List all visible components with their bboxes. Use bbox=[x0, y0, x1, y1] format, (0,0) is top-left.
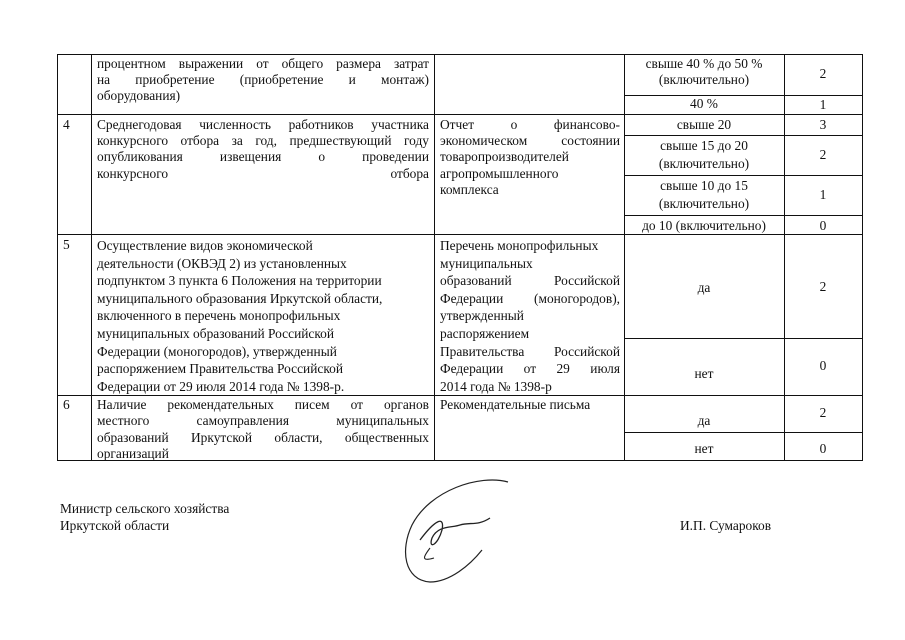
source-text: Отчет о финансово- экономическом состоянии товаропроизводителей агропромышленного комплекса bbox=[440, 117, 620, 197]
row-number: 4 bbox=[63, 117, 70, 132]
column-divider bbox=[624, 55, 625, 460]
grade-cell: свыше 10 до 15 (включительно) bbox=[658, 178, 750, 211]
grade-divider bbox=[624, 135, 862, 136]
signatory-name: И.П. Сумароков bbox=[680, 518, 772, 533]
points-cell: 2 bbox=[819, 147, 827, 162]
column-divider bbox=[434, 55, 435, 460]
grade-divider bbox=[624, 338, 862, 339]
grade-cell: да bbox=[697, 413, 711, 428]
grade-divider bbox=[624, 432, 862, 433]
grade-cell: до 10 (включительно) bbox=[642, 218, 766, 233]
grade-cell: нет bbox=[694, 366, 714, 381]
grade-cell: свыше 15 до 20 (включительно) bbox=[658, 138, 750, 171]
handwritten-signature bbox=[390, 470, 540, 590]
criterion-text: Среднегодовая численность работников участника конкурсного отбора за год, предшествующий году опубликования извещения о проведении конкурсного отбора bbox=[97, 117, 429, 181]
points-cell: 0 bbox=[819, 441, 827, 456]
criterion-text: Осуществление видов экономической деятельности (ОКВЭД 2) из установленных подпунктом 3 пункта 6 Положения на территории муниципального образования Иркутской области, включенного в перечень монопрофильных муниципальных образований Российской Федерации (моногородов), утвержденный распоряжением Правительства Российской Федерации от 29 июля 2014 года № 1398-р. bbox=[97, 238, 383, 394]
grade-cell: 40 % bbox=[690, 96, 718, 111]
criterion-text-row-continued: процентном выражении от общего размера затрат на приобретение (приобретение и монтаж) оборудования) bbox=[97, 56, 429, 104]
grade-cell: свыше 20 bbox=[676, 117, 732, 132]
row-divider bbox=[58, 114, 862, 115]
column-divider bbox=[784, 55, 785, 460]
criterion-text: Наличие рекомендательных писем от органов местного самоуправления муниципальных образований Иркутской области, общественных организаций bbox=[97, 397, 429, 462]
row-number: 6 bbox=[63, 397, 70, 412]
points-cell: 1 bbox=[819, 97, 827, 112]
source-text: Рекомендательные письма bbox=[440, 397, 591, 412]
row-number: 5 bbox=[63, 237, 70, 252]
source-text: Перечень монопрофильных муниципальных образований Российской Федерации (моногородов), утвержденный распоряжением Правительства Российской Федерации от 29 июля 2014 года № 1398-р bbox=[440, 238, 620, 394]
signatory-position: Министр сельского хозяйства Иркутской области bbox=[60, 501, 230, 533]
points-cell: 2 bbox=[819, 279, 827, 294]
points-cell: 3 bbox=[819, 117, 827, 132]
grade-cell: свыше 40 % до 50 % (включительно) bbox=[645, 56, 763, 88]
points-cell: 0 bbox=[819, 218, 827, 233]
points-cell: 2 bbox=[819, 66, 827, 81]
points-cell: 1 bbox=[819, 187, 827, 202]
grade-divider bbox=[624, 215, 862, 216]
points-cell: 0 bbox=[819, 358, 827, 373]
grade-cell: нет bbox=[694, 441, 714, 456]
points-cell: 2 bbox=[819, 405, 827, 420]
grade-cell: да bbox=[697, 280, 711, 295]
column-divider bbox=[91, 55, 92, 460]
grade-divider bbox=[624, 175, 862, 176]
